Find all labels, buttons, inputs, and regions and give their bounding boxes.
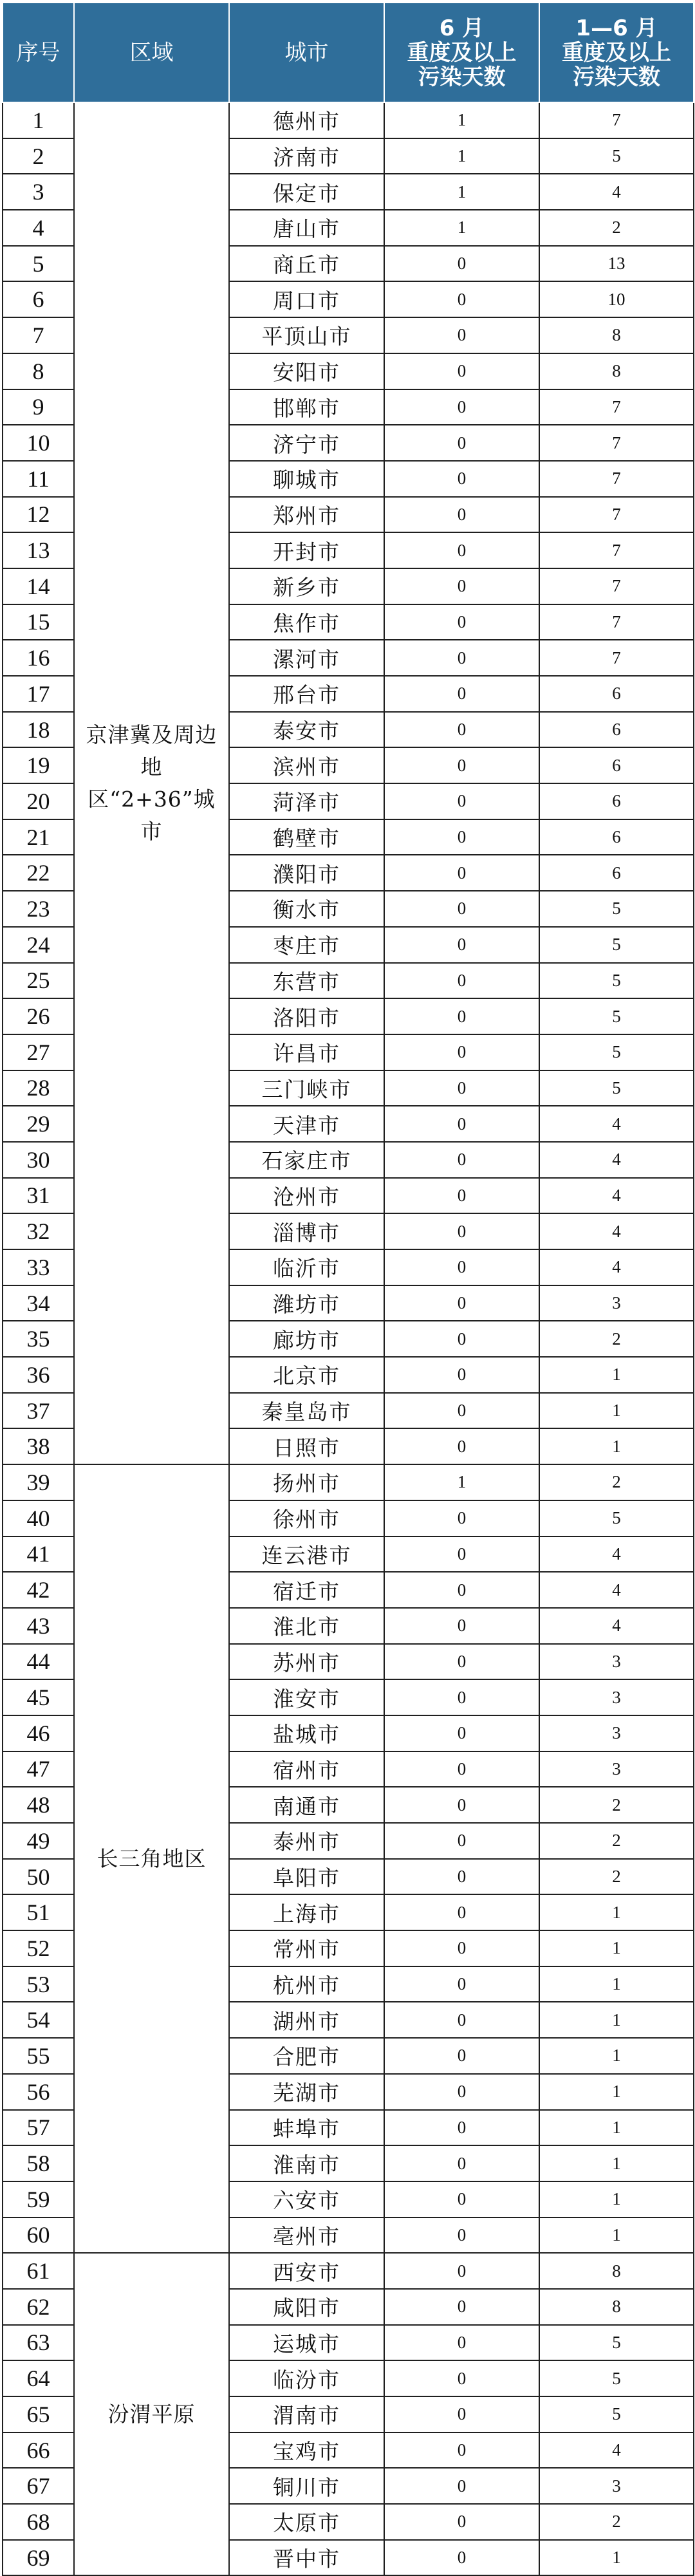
row-h1-days: 4 [539, 1142, 694, 1178]
row-seq: 30 [3, 1142, 74, 1178]
row-h1-days: 5 [539, 891, 694, 927]
row-june-days: 0 [384, 1070, 539, 1106]
header-region: 区域 [74, 3, 229, 102]
row-city: 东营市 [229, 963, 384, 999]
row-h1-days: 7 [539, 102, 694, 138]
row-june-days: 0 [384, 963, 539, 999]
row-h1-days: 3 [539, 1751, 694, 1787]
row-city: 潍坊市 [229, 1285, 384, 1321]
row-june-days: 0 [384, 2325, 539, 2361]
row-city: 天津市 [229, 1106, 384, 1142]
row-seq: 43 [3, 1608, 74, 1644]
row-seq: 4 [3, 210, 74, 246]
row-seq: 38 [3, 1428, 74, 1464]
row-city: 上海市 [229, 1894, 384, 1930]
row-city: 焦作市 [229, 604, 384, 640]
row-city: 宝鸡市 [229, 2432, 384, 2469]
row-h1-days: 3 [539, 2468, 694, 2504]
row-seq: 48 [3, 1787, 74, 1823]
table-row [3, 2253, 694, 2289]
row-city: 廊坊市 [229, 1321, 384, 1357]
row-h1-days: 4 [539, 1213, 694, 1249]
row-june-days: 0 [384, 353, 539, 389]
row-seq: 26 [3, 998, 74, 1034]
row-seq: 59 [3, 2181, 74, 2217]
row-seq: 1 [3, 102, 74, 138]
row-seq: 50 [3, 1859, 74, 1895]
header-june-line1: 6 月 [439, 15, 485, 41]
row-city: 鹤壁市 [229, 819, 384, 855]
row-june-days: 0 [384, 317, 539, 353]
header-h1-line1: 1—6 月 [575, 15, 658, 41]
row-city: 安阳市 [229, 353, 384, 389]
row-june-days: 0 [384, 1249, 539, 1285]
row-june-days: 0 [384, 640, 539, 676]
row-june-days: 0 [384, 2540, 539, 2576]
row-h1-days: 5 [539, 1070, 694, 1106]
row-city: 漯河市 [229, 640, 384, 676]
row-city: 杭州市 [229, 1966, 384, 2002]
row-seq: 13 [3, 532, 74, 568]
row-h1-days: 2 [539, 210, 694, 246]
row-seq: 61 [3, 2253, 74, 2289]
row-h1-days: 1 [539, 2110, 694, 2146]
row-seq: 5 [3, 246, 74, 282]
header-june-line2: 重度及以上 [407, 39, 517, 66]
row-city: 北京市 [229, 1357, 384, 1393]
row-h1-days: 1 [539, 2038, 694, 2074]
row-seq: 15 [3, 604, 74, 640]
row-seq: 39 [3, 1464, 74, 1500]
row-h1-days: 2 [539, 2504, 694, 2540]
row-seq: 12 [3, 497, 74, 533]
row-june-days: 0 [384, 2181, 539, 2217]
row-h1-days: 5 [539, 963, 694, 999]
row-june-days: 0 [384, 2432, 539, 2469]
row-h1-days: 1 [539, 2002, 694, 2038]
row-h1-days: 8 [539, 353, 694, 389]
row-city: 蚌埠市 [229, 2110, 384, 2146]
row-seq: 32 [3, 1213, 74, 1249]
row-seq: 28 [3, 1070, 74, 1106]
row-city: 苏州市 [229, 1644, 384, 1680]
row-seq: 67 [3, 2468, 74, 2504]
row-h1-days: 5 [539, 927, 694, 963]
row-city: 洛阳市 [229, 998, 384, 1034]
row-city: 湖州市 [229, 2002, 384, 2038]
row-h1-days: 13 [539, 246, 694, 282]
row-june-days: 0 [384, 927, 539, 963]
row-seq: 65 [3, 2396, 74, 2432]
row-june-days: 0 [384, 532, 539, 568]
table-row [3, 102, 694, 138]
row-june-days: 0 [384, 1106, 539, 1142]
row-june-days: 0 [384, 1894, 539, 1930]
row-h1-days: 6 [539, 676, 694, 712]
row-june-days: 0 [384, 2289, 539, 2325]
row-seq: 34 [3, 1285, 74, 1321]
row-june-days: 0 [384, 281, 539, 317]
row-city: 合肥市 [229, 2038, 384, 2074]
row-h1-days: 4 [539, 2432, 694, 2469]
row-city: 日照市 [229, 1428, 384, 1464]
row-june-days: 0 [384, 1644, 539, 1680]
row-city: 咸阳市 [229, 2289, 384, 2325]
row-h1-days: 5 [539, 1034, 694, 1070]
row-june-days: 0 [384, 2002, 539, 2038]
row-h1-days: 8 [539, 317, 694, 353]
row-h1-days: 1 [539, 2181, 694, 2217]
row-seq: 68 [3, 2504, 74, 2540]
row-h1-days: 10 [539, 281, 694, 317]
row-june-days: 0 [384, 604, 539, 640]
row-city: 盐城市 [229, 1715, 384, 1751]
row-june-days: 0 [384, 747, 539, 783]
row-city: 周口市 [229, 281, 384, 317]
row-june-days: 0 [384, 1608, 539, 1644]
row-city: 阜阳市 [229, 1859, 384, 1895]
row-june-days: 0 [384, 855, 539, 891]
row-h1-days: 5 [539, 2396, 694, 2432]
row-city: 晋中市 [229, 2540, 384, 2576]
row-seq: 56 [3, 2074, 74, 2110]
row-june-days: 0 [384, 1285, 539, 1321]
row-h1-days: 5 [539, 1500, 694, 1536]
row-june-days: 0 [384, 1715, 539, 1751]
row-june-days: 0 [384, 1213, 539, 1249]
row-june-days: 0 [384, 1500, 539, 1536]
row-june-days: 0 [384, 998, 539, 1034]
row-seq: 14 [3, 568, 74, 604]
row-june-days: 1 [384, 138, 539, 174]
row-june-days: 0 [384, 1930, 539, 1966]
row-h1-days: 5 [539, 2325, 694, 2361]
header-seq: 序号 [3, 3, 74, 102]
row-seq: 22 [3, 855, 74, 891]
row-june-days: 0 [384, 461, 539, 497]
row-h1-days: 4 [539, 1572, 694, 1608]
row-seq: 25 [3, 963, 74, 999]
row-h1-days: 3 [539, 1285, 694, 1321]
row-june-days: 0 [384, 2253, 539, 2289]
row-h1-days: 6 [539, 819, 694, 855]
row-city: 新乡市 [229, 568, 384, 604]
row-seq: 18 [3, 712, 74, 748]
row-h1-days: 7 [539, 532, 694, 568]
row-seq: 58 [3, 2145, 74, 2181]
row-june-days: 0 [384, 2396, 539, 2432]
row-june-days: 0 [384, 2145, 539, 2181]
row-city: 临汾市 [229, 2360, 384, 2396]
row-seq: 24 [3, 927, 74, 963]
row-june-days: 0 [384, 1321, 539, 1357]
row-city: 宿州市 [229, 1751, 384, 1787]
row-h1-days: 4 [539, 174, 694, 210]
row-h1-days: 7 [539, 425, 694, 461]
header-h1-line3: 污染天数 [573, 64, 660, 90]
row-city: 淮南市 [229, 2145, 384, 2181]
row-city: 济宁市 [229, 425, 384, 461]
row-june-days: 0 [384, 2468, 539, 2504]
row-june-days: 0 [384, 2504, 539, 2540]
row-june-days: 0 [384, 1859, 539, 1895]
row-h1-days: 1 [539, 1930, 694, 1966]
row-june-days: 0 [384, 1966, 539, 2002]
row-h1-days: 6 [539, 712, 694, 748]
row-seq: 33 [3, 1249, 74, 1285]
row-june-days: 1 [384, 102, 539, 138]
row-city: 秦皇岛市 [229, 1393, 384, 1429]
row-city: 平顶山市 [229, 317, 384, 353]
row-seq: 23 [3, 891, 74, 927]
row-h1-days: 2 [539, 1321, 694, 1357]
row-seq: 17 [3, 676, 74, 712]
pollution-ranking-table [2, 2, 694, 2576]
row-h1-days: 1 [539, 1357, 694, 1393]
row-june-days: 0 [384, 1034, 539, 1070]
row-city: 濮阳市 [229, 855, 384, 891]
row-city: 衡水市 [229, 891, 384, 927]
row-city: 三门峡市 [229, 1070, 384, 1106]
row-h1-days: 7 [539, 604, 694, 640]
row-h1-days: 1 [539, 1428, 694, 1464]
row-city: 渭南市 [229, 2396, 384, 2432]
table-body [3, 102, 694, 2575]
row-seq: 46 [3, 1715, 74, 1751]
row-june-days: 0 [384, 497, 539, 533]
row-seq: 27 [3, 1034, 74, 1070]
row-june-days: 0 [384, 1178, 539, 1214]
row-city: 商丘市 [229, 246, 384, 282]
row-h1-days: 1 [539, 2217, 694, 2254]
row-city: 许昌市 [229, 1034, 384, 1070]
row-june-days: 0 [384, 568, 539, 604]
row-h1-days: 7 [539, 640, 694, 676]
row-h1-days: 2 [539, 1787, 694, 1823]
header-h1-line2: 重度及以上 [562, 39, 671, 66]
row-h1-days: 5 [539, 138, 694, 174]
row-h1-days: 4 [539, 1178, 694, 1214]
row-city: 常州市 [229, 1930, 384, 1966]
header-june-line3: 污染天数 [418, 64, 506, 90]
row-h1-days: 4 [539, 1608, 694, 1644]
row-june-days: 0 [384, 1393, 539, 1429]
row-city: 泰安市 [229, 712, 384, 748]
row-city: 西安市 [229, 2253, 384, 2289]
row-june-days: 0 [384, 1536, 539, 1573]
row-h1-days: 8 [539, 2253, 694, 2289]
row-h1-days: 2 [539, 1859, 694, 1895]
row-seq: 7 [3, 317, 74, 353]
row-seq: 62 [3, 2289, 74, 2325]
row-h1-days: 2 [539, 1464, 694, 1500]
row-city: 亳州市 [229, 2217, 384, 2254]
row-seq: 36 [3, 1357, 74, 1393]
row-seq: 31 [3, 1178, 74, 1214]
row-h1-days: 1 [539, 1966, 694, 2002]
row-h1-days: 1 [539, 2074, 694, 2110]
row-city: 临沂市 [229, 1249, 384, 1285]
row-city: 淮安市 [229, 1679, 384, 1715]
row-seq: 9 [3, 389, 74, 425]
row-june-days: 1 [384, 174, 539, 210]
row-h1-days: 7 [539, 389, 694, 425]
row-city: 铜川市 [229, 2468, 384, 2504]
row-seq: 6 [3, 281, 74, 317]
row-june-days: 0 [384, 2038, 539, 2074]
row-june-days: 0 [384, 425, 539, 461]
row-seq: 20 [3, 783, 74, 819]
header-row [3, 3, 694, 102]
row-city: 扬州市 [229, 1464, 384, 1500]
row-city: 徐州市 [229, 1500, 384, 1536]
row-h1-days: 1 [539, 1393, 694, 1429]
row-h1-days: 7 [539, 497, 694, 533]
row-h1-days: 4 [539, 1106, 694, 1142]
row-city: 滨州市 [229, 747, 384, 783]
row-h1-days: 6 [539, 783, 694, 819]
row-seq: 64 [3, 2360, 74, 2396]
row-june-days: 0 [384, 2110, 539, 2146]
row-seq: 57 [3, 2110, 74, 2146]
row-city: 运城市 [229, 2325, 384, 2361]
row-h1-days: 1 [539, 2145, 694, 2181]
row-city: 淄博市 [229, 1213, 384, 1249]
row-june-days: 0 [384, 389, 539, 425]
row-seq: 42 [3, 1572, 74, 1608]
row-city: 邯郸市 [229, 389, 384, 425]
row-h1-days: 5 [539, 2360, 694, 2396]
region-cell: 京津冀及周边地区“2+36”城市 [74, 102, 229, 1464]
row-seq: 44 [3, 1644, 74, 1680]
row-city: 沧州市 [229, 1178, 384, 1214]
row-city: 泰州市 [229, 1823, 384, 1859]
row-june-days: 0 [384, 1142, 539, 1178]
row-city: 石家庄市 [229, 1142, 384, 1178]
row-h1-days: 1 [539, 2540, 694, 2576]
row-seq: 54 [3, 2002, 74, 2038]
row-h1-days: 7 [539, 461, 694, 497]
row-city: 芜湖市 [229, 2074, 384, 2110]
row-city: 济南市 [229, 138, 384, 174]
row-h1-days: 6 [539, 855, 694, 891]
row-seq: 45 [3, 1679, 74, 1715]
row-seq: 11 [3, 461, 74, 497]
row-seq: 55 [3, 2038, 74, 2074]
row-june-days: 0 [384, 1572, 539, 1608]
row-june-days: 0 [384, 712, 539, 748]
row-city: 德州市 [229, 102, 384, 138]
row-june-days: 0 [384, 891, 539, 927]
row-seq: 29 [3, 1106, 74, 1142]
row-seq: 47 [3, 1751, 74, 1787]
row-h1-days: 3 [539, 1679, 694, 1715]
row-city: 开封市 [229, 532, 384, 568]
row-h1-days: 8 [539, 2289, 694, 2325]
region-cell: 汾渭平原 [74, 2253, 229, 2575]
row-june-days: 0 [384, 2217, 539, 2254]
row-june-days: 0 [384, 819, 539, 855]
row-city: 太原市 [229, 2504, 384, 2540]
row-seq: 51 [3, 1894, 74, 1930]
row-seq: 60 [3, 2217, 74, 2254]
row-june-days: 0 [384, 2360, 539, 2396]
row-city: 连云港市 [229, 1536, 384, 1573]
row-seq: 16 [3, 640, 74, 676]
header-h1-days [539, 3, 694, 102]
row-seq: 63 [3, 2325, 74, 2361]
row-june-days: 0 [384, 1428, 539, 1464]
row-city: 保定市 [229, 174, 384, 210]
row-june-days: 0 [384, 1357, 539, 1393]
row-h1-days: 4 [539, 1249, 694, 1285]
row-june-days: 1 [384, 1464, 539, 1500]
row-june-days: 0 [384, 783, 539, 819]
row-june-days: 1 [384, 210, 539, 246]
row-june-days: 0 [384, 1679, 539, 1715]
row-june-days: 0 [384, 1751, 539, 1787]
row-seq: 3 [3, 174, 74, 210]
row-june-days: 0 [384, 1787, 539, 1823]
row-seq: 8 [3, 353, 74, 389]
row-city: 六安市 [229, 2181, 384, 2217]
row-h1-days: 3 [539, 1715, 694, 1751]
row-h1-days: 5 [539, 998, 694, 1034]
row-seq: 21 [3, 819, 74, 855]
row-june-days: 0 [384, 2074, 539, 2110]
row-seq: 40 [3, 1500, 74, 1536]
row-seq: 52 [3, 1930, 74, 1966]
row-seq: 69 [3, 2540, 74, 2576]
row-city: 宿迁市 [229, 1572, 384, 1608]
row-city: 淮北市 [229, 1608, 384, 1644]
row-city: 唐山市 [229, 210, 384, 246]
row-seq: 19 [3, 747, 74, 783]
row-seq: 53 [3, 1966, 74, 2002]
row-june-days: 0 [384, 676, 539, 712]
row-june-days: 0 [384, 246, 539, 282]
row-seq: 35 [3, 1321, 74, 1357]
table-row [3, 1464, 694, 1500]
row-city: 枣庄市 [229, 927, 384, 963]
row-june-days: 0 [384, 1823, 539, 1859]
region-cell: 长三角地区 [74, 1464, 229, 2253]
row-seq: 37 [3, 1393, 74, 1429]
row-seq: 49 [3, 1823, 74, 1859]
row-seq: 10 [3, 425, 74, 461]
row-h1-days: 1 [539, 1894, 694, 1930]
row-seq: 2 [3, 138, 74, 174]
row-seq: 41 [3, 1536, 74, 1573]
row-h1-days: 6 [539, 747, 694, 783]
row-city: 郑州市 [229, 497, 384, 533]
row-seq: 66 [3, 2432, 74, 2469]
header-city: 城市 [229, 3, 384, 102]
row-city: 菏泽市 [229, 783, 384, 819]
row-city: 聊城市 [229, 461, 384, 497]
row-city: 邢台市 [229, 676, 384, 712]
row-h1-days: 7 [539, 568, 694, 604]
row-h1-days: 3 [539, 1644, 694, 1680]
row-h1-days: 4 [539, 1536, 694, 1573]
header-june-days [384, 3, 539, 102]
row-h1-days: 2 [539, 1823, 694, 1859]
row-city: 南通市 [229, 1787, 384, 1823]
